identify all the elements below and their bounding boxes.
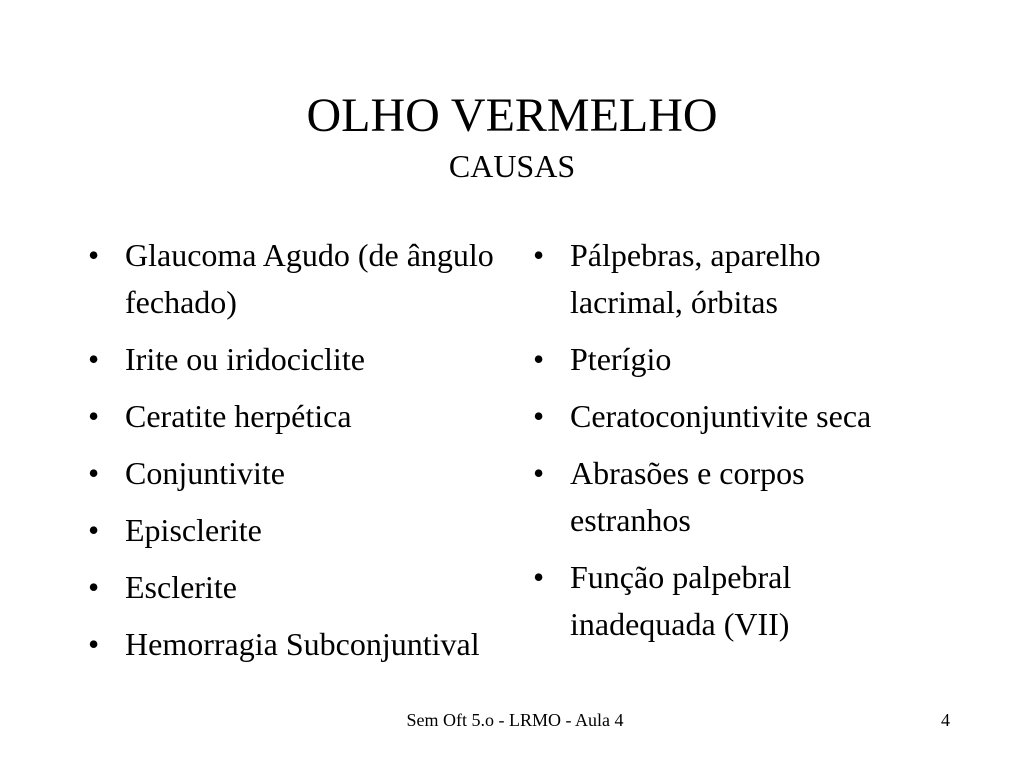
bullet-text: Conjuntivite [125,455,285,491]
bullet-dot-icon: • [533,237,545,273]
bullet-item [88,393,498,440]
footer-course: Sem Oft 5.o - LRMO - Aula 4 [406,710,624,730]
bullet-item [533,393,893,440]
bullet-item [533,554,893,648]
bullet-text: Glaucoma Agudo (de ângulo fechado) [125,237,494,320]
slide-title: OLHO VERMELHO [306,89,718,142]
bullet-dot-icon: • [533,455,545,491]
bullet-dot-icon: • [88,569,100,605]
bullet-text: Episclerite [125,512,262,548]
bullet-text: Esclerite [125,569,237,605]
bullet-item [88,450,498,497]
bullet-dot-icon: • [533,341,545,377]
bullet-text: Pálpebras, aparelho lacrimal, órbitas [570,237,821,320]
bullet-text: Pterígio [570,341,672,377]
bullet-dot-icon: • [88,455,100,491]
bullet-item [88,507,498,554]
bullet-text: Ceratite herpética [125,398,352,434]
bullet-item [88,621,498,668]
bullet-text: Hemorragia Subconjuntival [125,626,480,662]
bullet-text: Irite ou iridociclite [125,341,365,377]
slide-subtitle: CAUSAS [448,148,576,184]
bullet-text: Função palpebral inadequada (VII) [570,559,792,642]
bullet-dot-icon: • [88,512,100,548]
bullet-dot-icon: • [88,626,100,662]
bullet-text: Abrasões e corpos estranhos [570,455,805,538]
page-number: 4 [941,710,950,730]
bullet-item [88,564,498,611]
bullet-item [533,232,893,326]
bullet-dot-icon: • [88,398,100,434]
left-bullet-list [88,232,498,678]
bullet-item [88,232,498,326]
bullet-text: Ceratoconjuntivite seca [570,398,872,434]
bullet-item [533,450,893,544]
bullet-item [88,336,498,383]
bullet-dot-icon: • [88,341,100,377]
bullet-dot-icon: • [88,237,100,273]
bullet-dot-icon: • [533,559,545,595]
right-bullet-list [533,232,893,658]
title-block [0,88,1024,186]
bullet-dot-icon: • [533,398,545,434]
bullet-item [533,336,893,383]
